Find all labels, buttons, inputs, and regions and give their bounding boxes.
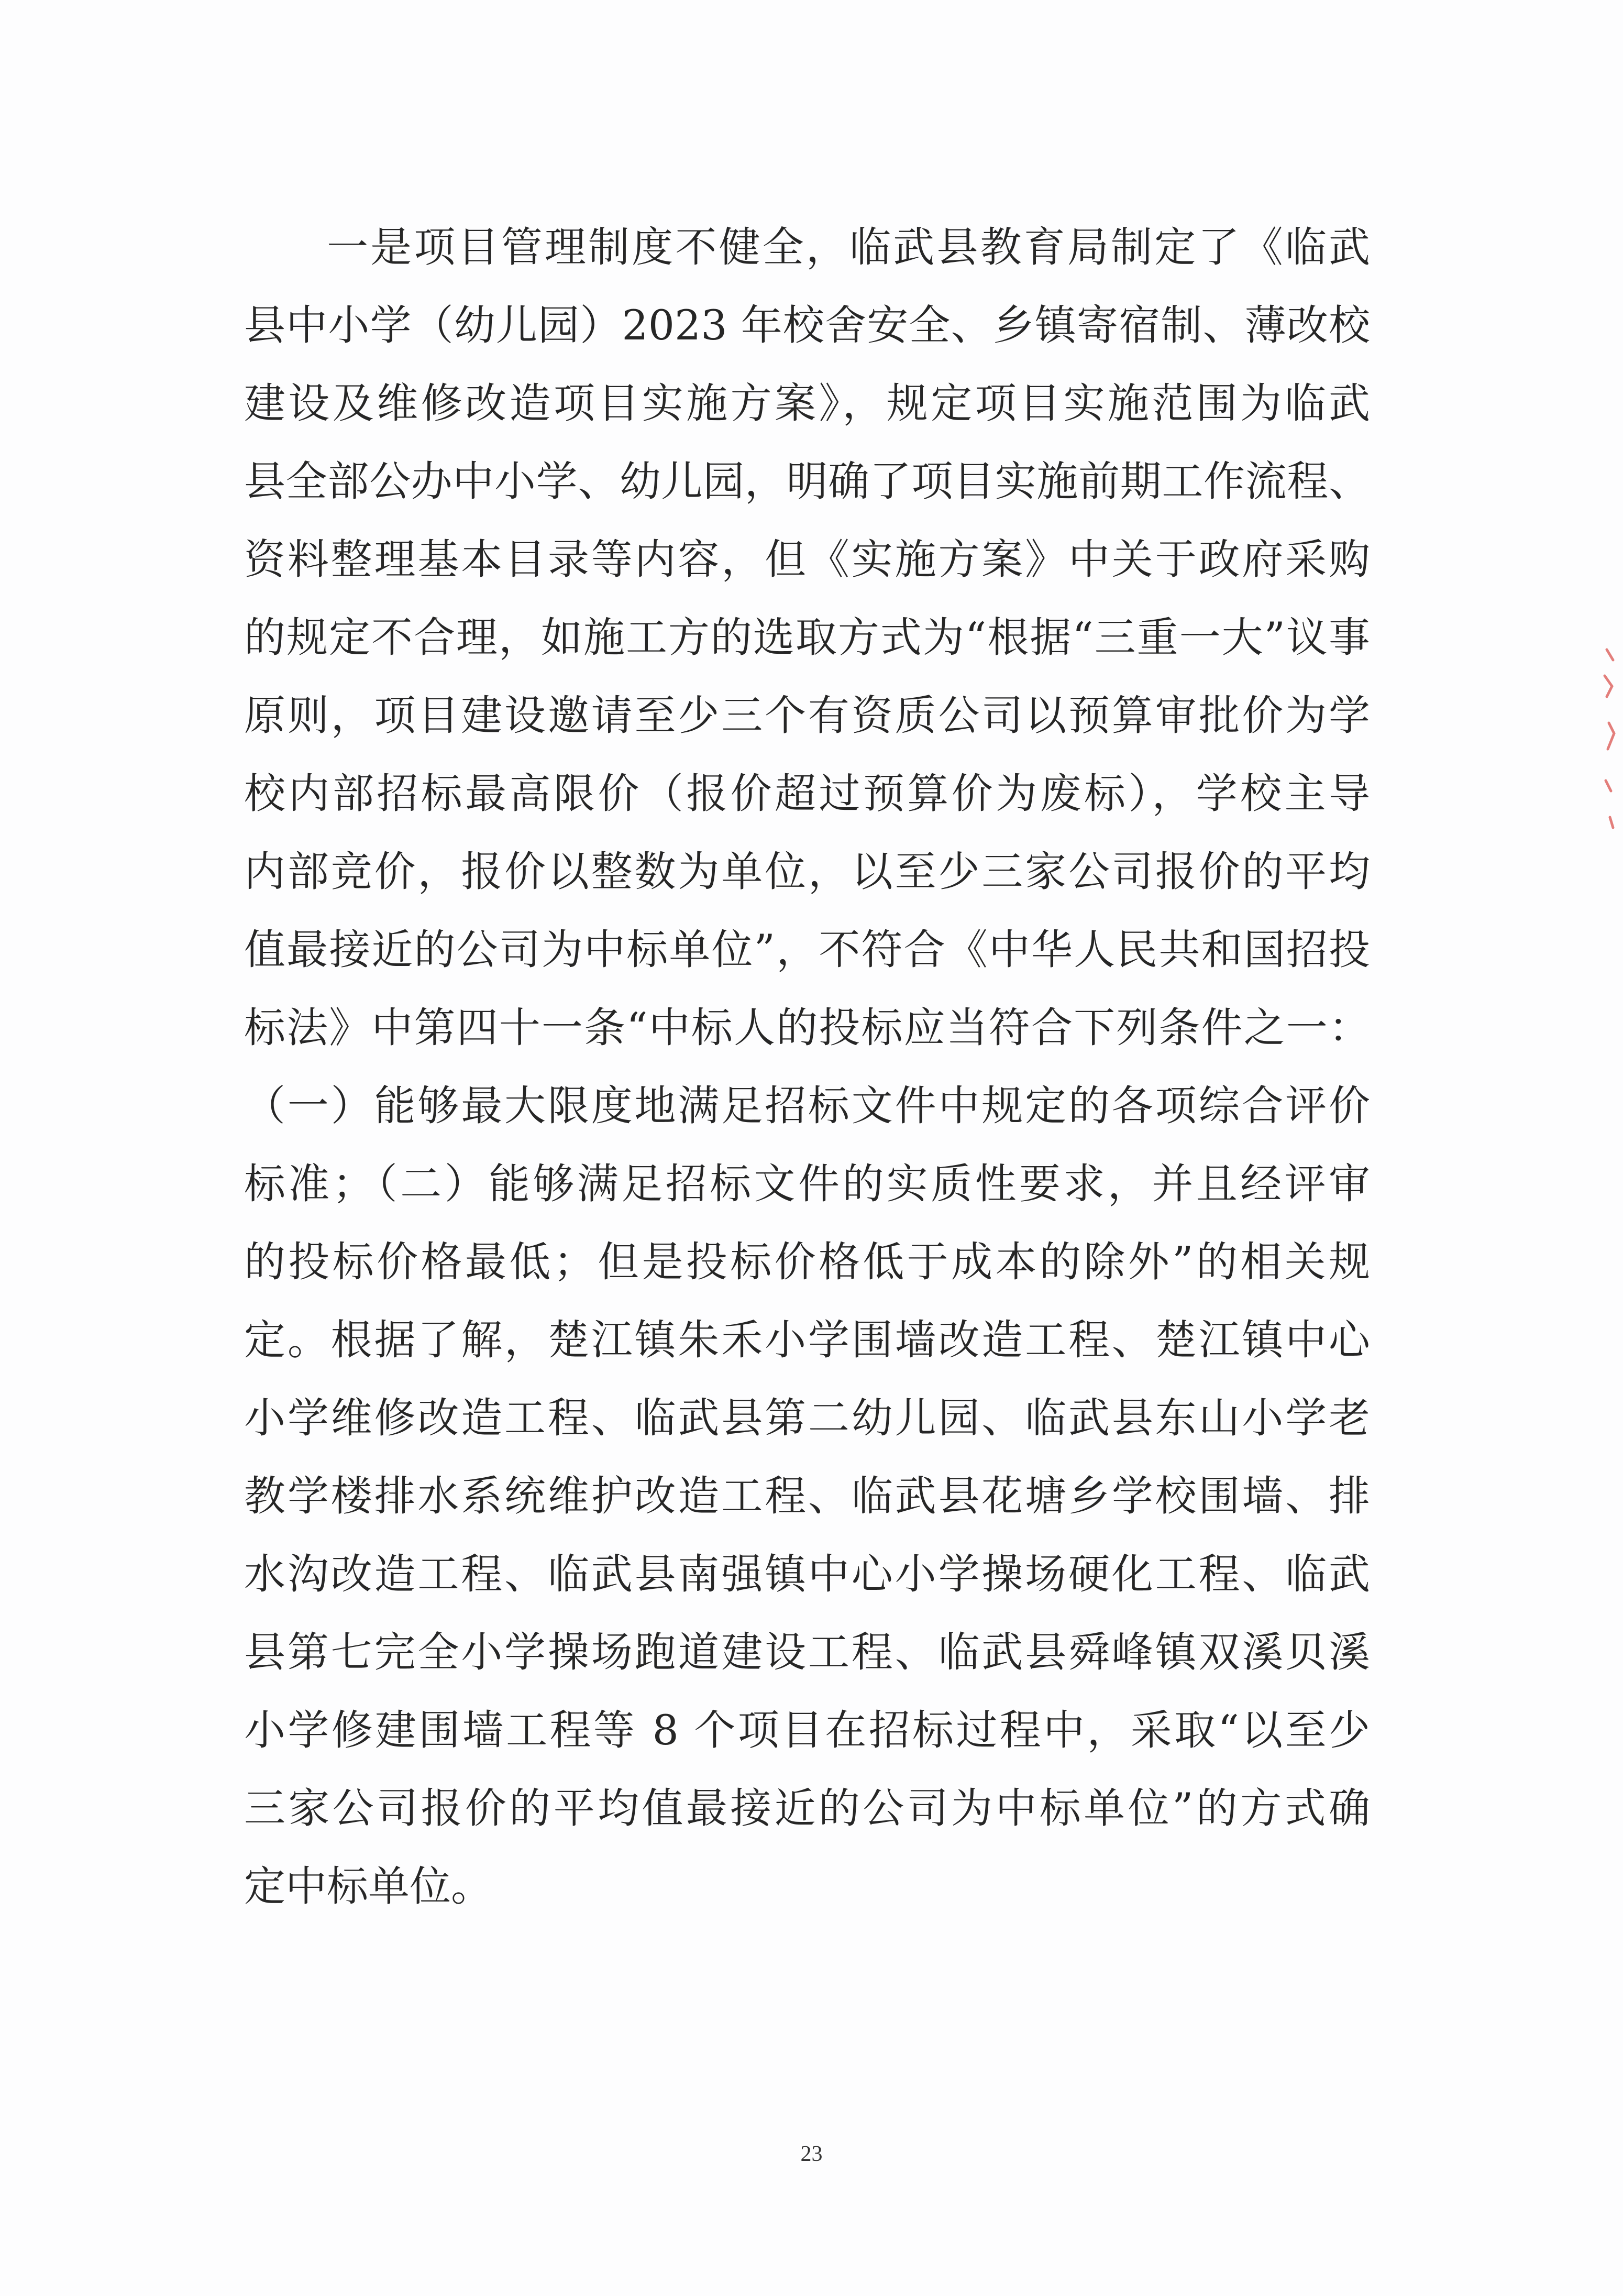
paragraph-line: （一）能够最大限度地满足招标文件中规定的各项综合评价 xyxy=(244,1082,1370,1130)
paragraph-line: 县全部公办中小学、幼儿园，明确了项目实施前期工作流程、 xyxy=(244,457,1370,506)
paragraph-line: 三家公司报价的平均值最接近的公司为中标单位”的方式确 xyxy=(244,1784,1370,1832)
paragraph-line: 值最接近的公司为中标单位”，不符合《中华人民共和国招投 xyxy=(244,926,1370,974)
red-seal-edge xyxy=(1602,644,1617,854)
paragraph-line: 原则，项目建设邀请至少三个有资质公司以预算审批价为学 xyxy=(244,691,1370,740)
paragraph-line: 建设及维修改造项目实施方案》，规定项目实施范围为临武 xyxy=(244,379,1370,427)
paragraph-line: 水沟改造工程、临武县南强镇中心小学操场硬化工程、临武 xyxy=(244,1550,1370,1598)
paragraph-line: 一是项目管理制度不健全，临武县教育局制定了《临武 xyxy=(327,223,1370,271)
paragraph-line: 标法》中第四十一条“中标人的投标应当符合下列条件之一： xyxy=(244,1004,1370,1052)
paragraph-line: 教学楼排水系统维护改造工程、临武县花塘乡学校围墙、排 xyxy=(244,1472,1370,1520)
body-paragraph xyxy=(244,208,1370,1926)
paragraph-line: 县中小学（幼儿园）2023 年校舍安全、乡镇寄宿制、薄改校 xyxy=(244,301,1370,349)
paragraph-line: 的规定不合理，如施工方的选取方式为“根据“三重一大”议事 xyxy=(244,613,1370,662)
paragraph-line: 的投标价格最低；但是投标价格低于成本的除外”的相关规 xyxy=(244,1238,1370,1286)
paragraph-line: 小学维修改造工程、临武县第二幼儿园、临武县东山小学老 xyxy=(244,1394,1370,1442)
paragraph-line: 县第七完全小学操场跑道建设工程、临武县舜峰镇双溪贝溪 xyxy=(244,1628,1370,1676)
paragraph-line: 定。根据了解，楚江镇朱禾小学围墙改造工程、楚江镇中心 xyxy=(244,1316,1370,1364)
paragraph-line: 小学修建围墙工程等 8 个项目在招标过程中，采取“以至少 xyxy=(244,1706,1370,1754)
page-number: 23 xyxy=(800,2142,823,2166)
paragraph-line: 标准；（二）能够满足招标文件的实质性要求，并且经评审 xyxy=(244,1160,1370,1208)
paragraph-line: 校内部招标最高限价（报价超过预算价为废标），学校主导 xyxy=(244,770,1370,818)
paragraph-line: 定中标单位。 xyxy=(244,1862,492,1910)
paragraph-line: 资料整理基本目录等内容，但《实施方案》中关于政府采购 xyxy=(244,535,1370,584)
paragraph-line: 内部竞价，报价以整数为单位，以至少三家公司报价的平均 xyxy=(244,848,1370,896)
